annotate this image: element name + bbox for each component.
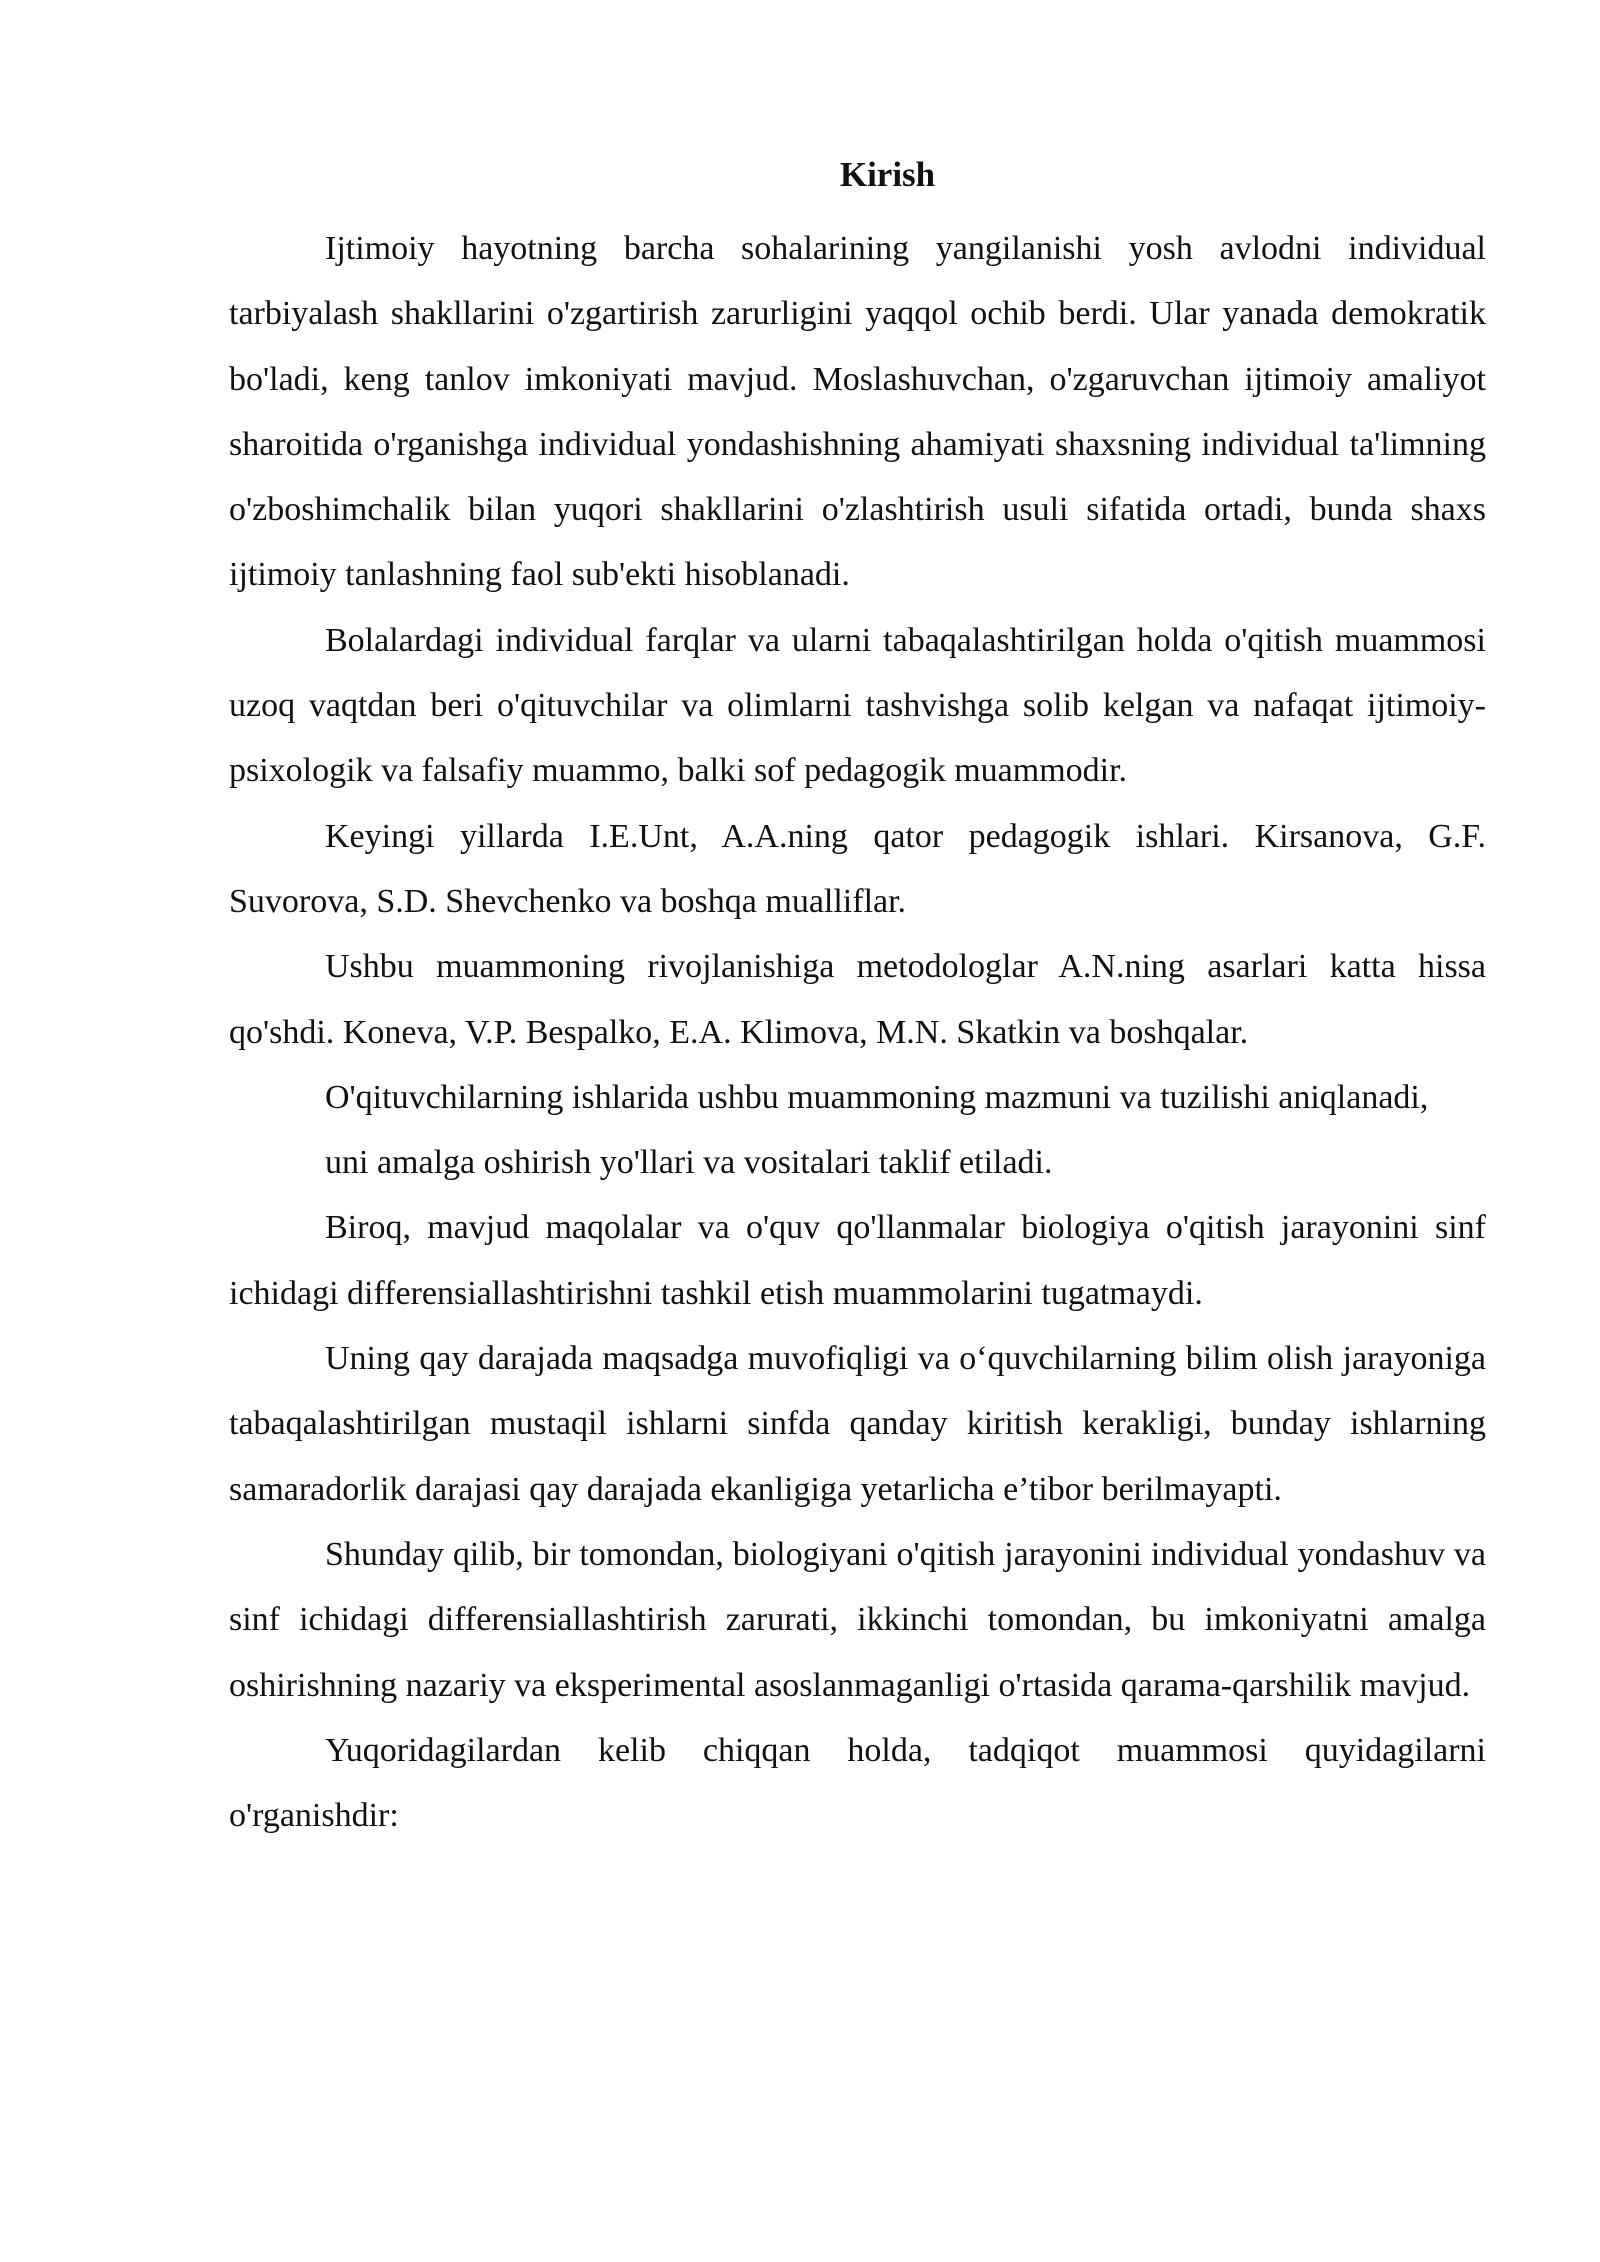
paragraph: Uning qay darajada maqsadga muvofiqligi va o‘quvchilarning bilim olish jarayoniga tabaqalashtirilgan mustaqil ishlarni sinfda qanday kiritish kerakligi, bunday ishlarning samaradorlik darajasi qay darajada ekanligiga yetarlicha e’tibor berilmayapti. bbox=[229, 1340, 1486, 1508]
document-body bbox=[229, 150, 1486, 1848]
paragraph: Bolalardagi individual farqlar va ularni tabaqalashtirilgan holda o'qitish muammosi uzoq vaqtdan beri o'qituvchilar va olimlarni tashvishga solib kelgan va nafaqat ijtimoiy-psixologik va falsafiy muammo, balki sof pedagogik muammodir. bbox=[229, 621, 1486, 790]
paragraph: Biroq, mavjud maqolalar va o'quv qo'llanmalar biologiya o'qitish jarayonini sinf ichidagi differensiallashtirishni tashkil etish muammolarini tugatmaydi. bbox=[229, 1209, 1486, 1312]
paragraph: Shunday qilib, bir tomondan, biologiyani o'qitish jarayonini individual yondashuv va sinf ichidagi differensiallashtirish zarurati, ikkinchi tomondan, bu imkoniyatni amalga oshirishning nazariy va eksperimental asoslanmaganligi o'rtasida qarama-qarshilik mavjud. bbox=[229, 1535, 1486, 1704]
paragraph: Keyingi yillarda I.E.Unt, A.A.ning qator pedagogik ishlari. Kirsanova, G.F. Suvorova, S.D. Shevchenko va boshqa mualliflar. bbox=[229, 817, 1486, 920]
page-title: Kirish bbox=[839, 155, 936, 194]
paragraph: uni amalga oshirish yo'llari va vositalari taklif etiladi. bbox=[325, 1144, 1053, 1182]
paragraph: Yuqoridagilardan kelib chiqqan holda, tadqiqot muammosi quyidagilarni o'rganishdir: bbox=[229, 1731, 1486, 1835]
paragraph: Ushbu muammoning rivojlanishiga metodologlar A.N.ning asarlari katta hissa qo'shdi. Koneva, V.P. Bespalko, E.A. Klimova, M.N. Skatkin va boshqalar. bbox=[229, 948, 1486, 1051]
paragraph: O'qituvchilarning ishlarida ushbu muammoning mazmuni va tuzilishi aniqlanadi, bbox=[325, 1078, 1429, 1116]
paragraph: Ijtimoiy hayotning barcha sohalarining yangilanishi yosh avlodni individual tarbiyalash shakllarini o'zgartirish zarurligini yaqqol ochib berdi. Ular yanada demokratik bo'ladi, keng tanlov imkoniyati mavjud. Moslashuvchan, o'zgaruvchan ijtimoiy amaliyot sharoitida o'rganishga individual yondashishning ahamiyati shaxsning individual ta'limning o'zboshimchalik bilan yuqori shakllarini o'zlashtirish usuli sifatida ortadi, bunda shaxs ijtimoiy tanlashning faol sub'ekti hisoblanadi. bbox=[229, 230, 1486, 594]
